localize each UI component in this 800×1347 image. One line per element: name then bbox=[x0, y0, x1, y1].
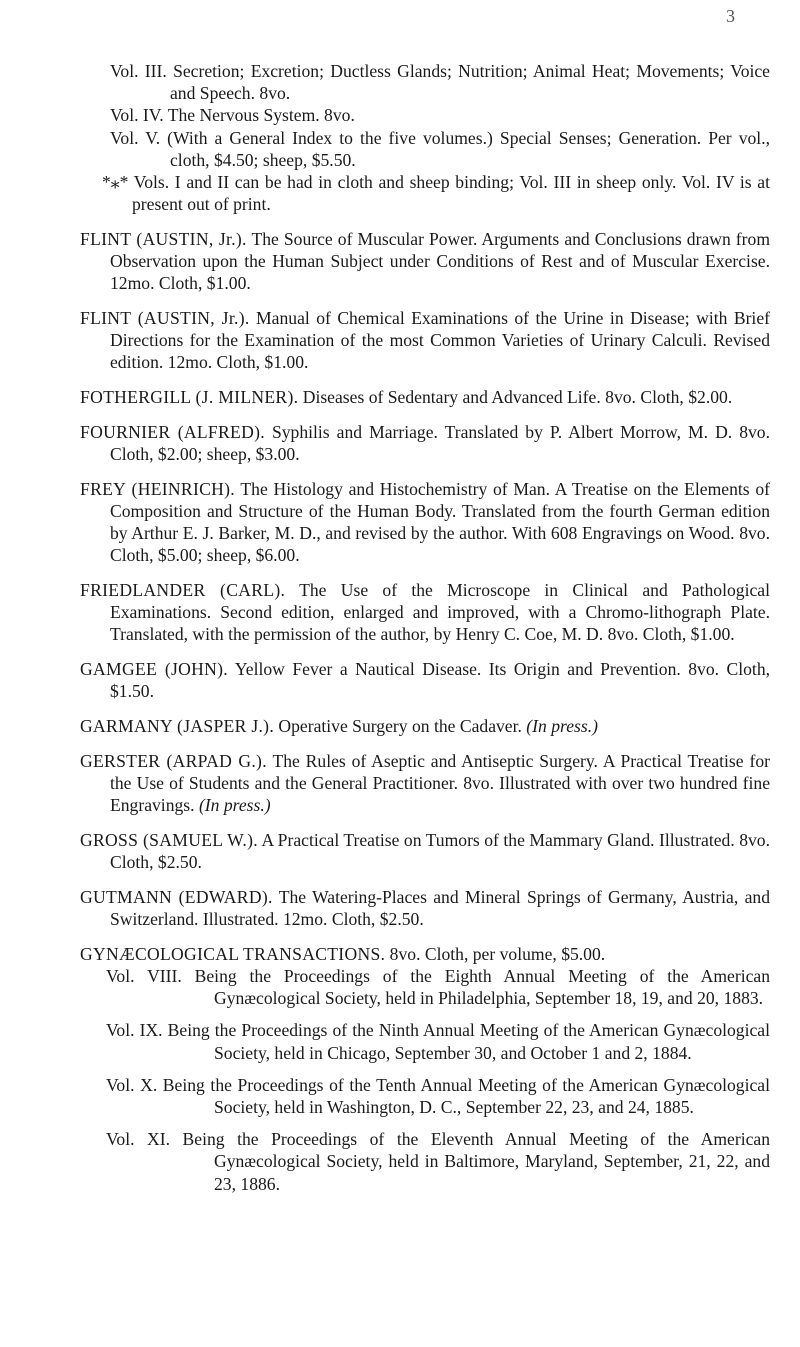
entry-author: GAMGEE (JOHN). bbox=[80, 659, 229, 680]
entry-author: GROSS (SAMUEL W.). bbox=[80, 829, 258, 850]
entry-gynaecological-transactions bbox=[80, 943, 770, 965]
entry-text: Operative Surgery on the Cadaver. bbox=[278, 716, 522, 737]
entry-status: (In press.) bbox=[198, 795, 271, 816]
entry-author: FREY (HEINRICH). bbox=[80, 478, 236, 499]
vol-line-v: Vol. V. (With a General Index to the five volumes.) Special Senses; Generation. Per vol., cloth, $4.50; sheep, $5.50. bbox=[110, 127, 770, 170]
gyn-volume-xi: Vol. XI. Being the Proceedings of the Eleventh Annual Meeting of the American Gynæcological Society, held in Baltimore, Maryland, September, 21, 22, and 23, 1886. bbox=[106, 1129, 770, 1194]
entry-garmany bbox=[80, 715, 770, 737]
entry-fothergill bbox=[80, 386, 770, 408]
entry-text: The Source of Muscular Power. Arguments and Conclusions drawn from Observation upon the Human Subject under Conditions of Rest and of Muscular Exercise. 12mo. Cloth, $1.00. bbox=[110, 228, 770, 294]
entry-friedlander bbox=[80, 579, 770, 646]
vol-line-iii: Vol. III. Secretion; Excretion; Ductless Glands; Nutrition; Animal Heat; Movements; Voice and Speech. 8vo. bbox=[110, 61, 770, 104]
entry-frey bbox=[80, 478, 770, 567]
entry-gross bbox=[80, 829, 770, 873]
entry-gamgee bbox=[80, 658, 770, 702]
entry-status: (In press.) bbox=[526, 716, 598, 737]
vol-line-iv: Vol. IV. The Nervous System. 8vo. bbox=[110, 105, 355, 126]
entry-author: GYNÆCOLOGICAL TRANSACTIONS. bbox=[80, 943, 386, 964]
entry-text: A Practical Treatise on Tumors of the Mammary Gland. Illustrated. 8vo. Cloth, $2.50. bbox=[110, 829, 771, 873]
gyn-volume-x: Vol. X. Being the Proceedings of the Tenth Annual Meeting of the American Gynæcological Society, held in Washington, D. C., September 22, 23, and 24, 1885. bbox=[106, 1074, 770, 1117]
entry-author: FOURNIER (ALFRED). bbox=[80, 421, 265, 442]
availability-note: *⁎* Vols. I and II can be had in cloth and sheep binding; Vol. III in sheep only. Vol. IV is at present out of print. bbox=[102, 172, 770, 215]
catalog-listing bbox=[80, 60, 770, 1195]
entry-author: GUTMANN (EDWARD). bbox=[80, 886, 273, 907]
entry-text: Yellow Fever a Nautical Disease. Its Origin and Prevention. 8vo. Cloth, $1.50. bbox=[110, 659, 771, 702]
entry-text: The Watering-Places and Mineral Springs of Germany, Austria, and Switzerland. Illustrated. 12mo. Cloth, $2.50. bbox=[110, 886, 770, 929]
entry-text: 8vo. Cloth, per volume, $5.00. bbox=[389, 943, 606, 964]
page-number: 3 bbox=[726, 6, 735, 26]
entry-text: Syphilis and Marriage. Translated by P. Albert Morrow, M. D. 8vo. Cloth, $2.00; sheep, $3.00. bbox=[110, 421, 770, 465]
entry-author: FLINT (AUSTIN, Jr.). bbox=[80, 308, 250, 329]
entry-text: Manual of Chemical Examinations of the Urine in Disease; with Brief Directions for the Examination of the most Common Varieties of Urinary Calculi. Revised edition. 12mo. Cloth, $1.00. bbox=[110, 308, 770, 373]
entry-flint-urine bbox=[80, 307, 770, 374]
entry-gutmann bbox=[80, 886, 770, 930]
entry-author: FOTHERGILL (J. MILNER). bbox=[80, 387, 299, 408]
entry-gerster bbox=[80, 750, 770, 817]
entry-text: The Use of the Microscope in Clinical and Pathological Examinations. Second edition, enlarged and improved, with a Chromo-lithograph Plate. Translated, with the permission of the author, by Henry C. Coe, M. D. 8vo. Cloth, $1.00. bbox=[110, 580, 770, 645]
entry-text: Diseases of Sedentary and Advanced Life. 8vo. Cloth, $2.00. bbox=[302, 387, 733, 408]
entry-flint-muscular-power bbox=[80, 228, 770, 295]
entry-text: The Histology and Histochemistry of Man. A Treatise on the Elements of Composition and Structure of the Human Body. Translated from the fourth German edition by Arthur E. J. Barker, M. D., and revised by the author. With 608 Engravings on Wood. 8vo. Cloth, $5.00; sheep, $6.00. bbox=[110, 478, 770, 566]
entry-author: GERSTER (ARPAD G.). bbox=[80, 750, 267, 771]
gyn-volume-viii: Vol. VIII. Being the Proceedings of the Eighth Annual Meeting of the American Gynæcological Society, held in Philadelphia, September 18, 19, and 20, 1883. bbox=[106, 965, 770, 1009]
entry-author: GARMANY (JASPER J.). bbox=[80, 716, 275, 737]
entry-fournier bbox=[80, 421, 770, 465]
entry-author: FLINT (AUSTIN, Jr.). bbox=[80, 228, 247, 249]
entry-text: The Rules of Aseptic and Antiseptic Surgery. A Practical Treatise for the Use of Students and the General Practitioner. 8vo. Illustrated with over two hundred fine Engravings. bbox=[110, 750, 770, 816]
entry-author: FRIEDLANDER (CARL). bbox=[80, 580, 286, 601]
gyn-volume-ix: Vol. IX. Being the Proceedings of the Ninth Annual Meeting of the American Gynæcological Society, held in Chicago, September 30, and October 1 and 2, 1884. bbox=[106, 1020, 770, 1063]
